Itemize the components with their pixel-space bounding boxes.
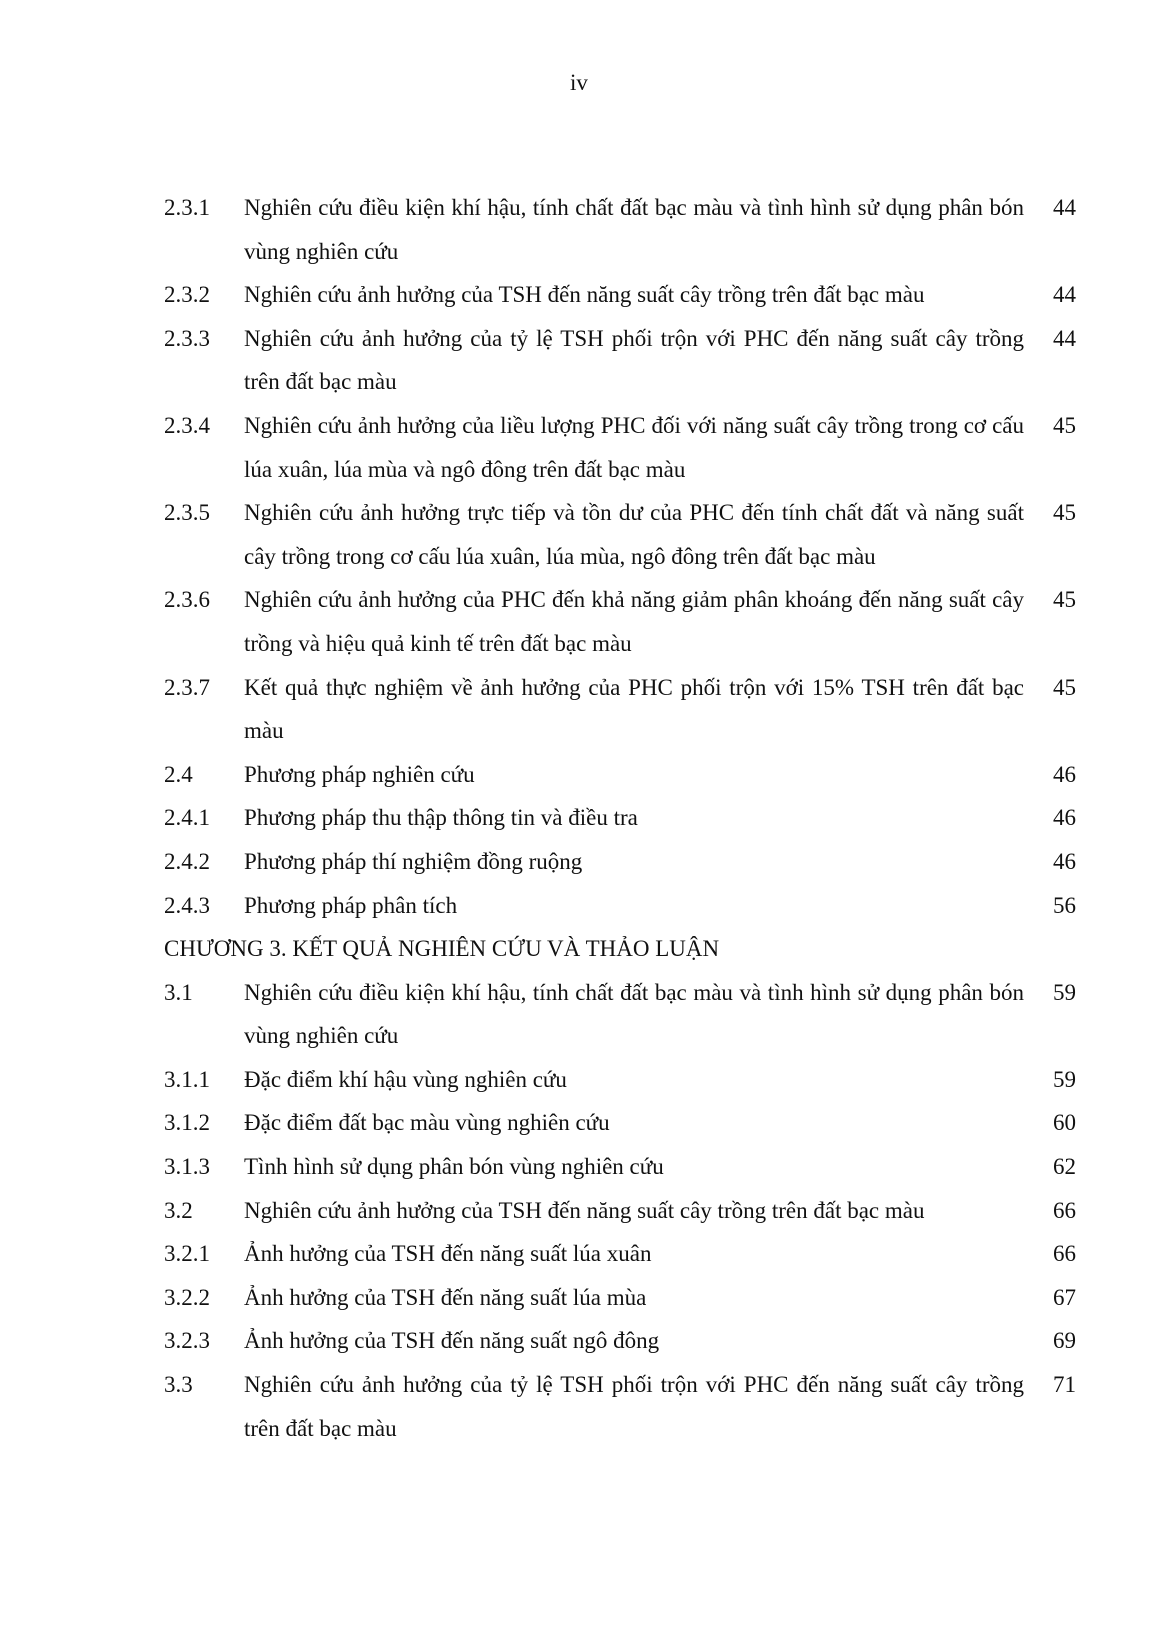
toc-entry-page: 59 (1053, 1066, 1076, 1092)
toc-entry-2-3-1[interactable] (164, 186, 1076, 273)
toc-entry-number: 3.2.3 (164, 1328, 210, 1354)
toc-chapter-heading[interactable]: CHƯƠNG 3. KẾT QUẢ NGHIÊN CỨU VÀ THẢO LUẬN (164, 936, 720, 962)
toc-entry-page: 45 (1053, 587, 1076, 613)
toc-entry-title: Tình hình sử dụng phân bón vùng nghiên cứu (244, 1154, 664, 1180)
toc-entry-number: 2.4.3 (164, 892, 210, 918)
toc-entry-3-1-1[interactable] (164, 1058, 1076, 1102)
toc-entry-number: 2.3.3 (164, 325, 210, 351)
toc-entry-3-2-1[interactable] (164, 1232, 1076, 1276)
toc-entry-page: 46 (1053, 848, 1076, 874)
toc-entry-page: 46 (1053, 805, 1076, 831)
toc-entry-page: 59 (1053, 979, 1076, 1005)
toc-entry-3-3[interactable] (164, 1363, 1076, 1450)
toc-entry-3-1[interactable] (164, 971, 1076, 1058)
toc-entry-title: Nghiên cứu ảnh hưởng của tỷ lệ TSH phối trộn với PHC đến năng suất cây trồng trên đất bạc màu (244, 325, 1024, 395)
toc-entry-number: 3.2 (164, 1197, 193, 1223)
toc-entry-page: 60 (1053, 1110, 1076, 1136)
toc-entry-3-2[interactable] (164, 1189, 1076, 1233)
toc-entry-page: 45 (1053, 412, 1076, 438)
toc-entry-title: Phương pháp thí nghiệm đồng ruộng (244, 848, 583, 874)
toc-entry-page: 56 (1053, 892, 1076, 918)
toc-entry-title: Nghiên cứu điều kiện khí hậu, tính chất đất bạc màu và tình hình sử dụng phân bón vùng nghiên cứu (244, 979, 1024, 1049)
toc-entry-3-2-2[interactable] (164, 1276, 1076, 1320)
toc-entry-3-1-3[interactable] (164, 1145, 1076, 1189)
toc-entry-title: Đặc điểm đất bạc màu vùng nghiên cứu (244, 1110, 610, 1136)
toc-entry-title: Nghiên cứu ảnh hưởng của TSH đến năng suất cây trồng trên đất bạc màu (244, 1197, 925, 1223)
toc-entry-page: 71 (1053, 1372, 1076, 1398)
toc-entry-number: 3.1 (164, 979, 193, 1005)
toc-entry-page: 66 (1053, 1197, 1076, 1223)
toc-entry-number: 2.3.4 (164, 412, 210, 438)
toc-entry-2-3-3[interactable] (164, 317, 1076, 404)
table-of-contents (164, 186, 1076, 1450)
toc-entry-number: 3.2.2 (164, 1284, 210, 1310)
toc-entry-title: Ảnh hưởng của TSH đến năng suất lúa mùa (244, 1284, 647, 1310)
toc-entry-page: 62 (1053, 1154, 1076, 1180)
toc-entry-title: Nghiên cứu điều kiện khí hậu, tính chất đất bạc màu và tình hình sử dụng phân bón vùng nghiên cứu (244, 195, 1024, 264)
toc-entry-2-4[interactable] (164, 753, 1076, 797)
toc-entry-2-3-7[interactable] (164, 666, 1076, 753)
toc-entry-number: 3.3 (164, 1372, 193, 1398)
toc-entry-number: 3.2.1 (164, 1241, 210, 1267)
toc-entry-number: 2.3.5 (164, 500, 210, 526)
toc-entry-title: Ảnh hưởng của TSH đến năng suất lúa xuân (244, 1241, 652, 1267)
toc-entry-title: Nghiên cứu ảnh hưởng của liều lượng PHC đối với năng suất cây trồng trong cơ cấu lúa xuân, lúa mùa và ngô đông trên đất bạc màu (244, 412, 1024, 482)
toc-entry-page: 44 (1053, 282, 1076, 308)
toc-entry-title: Phương pháp phân tích (244, 892, 458, 918)
toc-entry-3-2-3[interactable] (164, 1319, 1076, 1363)
toc-entry-2-3-5[interactable] (164, 491, 1076, 578)
toc-entry-number: 3.1.2 (164, 1110, 210, 1136)
toc-entry-number: 3.1.3 (164, 1154, 210, 1180)
toc-entry-title: Đặc điểm khí hậu vùng nghiên cứu (244, 1066, 567, 1092)
toc-entry-title: Phương pháp thu thập thông tin và điều tra (244, 805, 638, 831)
toc-entry-page: 66 (1053, 1241, 1076, 1267)
toc-entry-2-4-2[interactable] (164, 840, 1076, 884)
toc-entry-title: Nghiên cứu ảnh hưởng của TSH đến năng suất cây trồng trên đất bạc màu (244, 282, 925, 308)
toc-entry-page: 44 (1053, 325, 1076, 351)
toc-entry-title: Kết quả thực nghiệm về ảnh hưởng của PHC phối trộn với 15% TSH trên đất bạc màu (244, 674, 1024, 744)
toc-entry-title: Nghiên cứu ảnh hưởng của tỷ lệ TSH phối trộn với PHC đến năng suất cây trồng trên đất bạc màu (244, 1372, 1024, 1441)
toc-entry-2-3-4[interactable] (164, 404, 1076, 491)
toc-entry-number: 2.3.6 (164, 587, 210, 613)
page-number: iv (570, 70, 588, 95)
toc-entry-title: Ảnh hưởng của TSH đến năng suất ngô đông (244, 1328, 660, 1354)
toc-entry-number: 2.3.7 (164, 674, 210, 700)
toc-entry-title: Nghiên cứu ảnh hưởng của PHC đến khả năng giảm phân khoáng đến năng suất cây trồng và hiệu quả kinh tế trên đất bạc màu (244, 587, 1024, 656)
toc-entry-number: 2.4.2 (164, 848, 210, 874)
toc-entry-number: 2.3.2 (164, 282, 210, 308)
toc-entry-page: 46 (1053, 761, 1076, 787)
toc-entry-number: 3.1.1 (164, 1066, 210, 1092)
toc-entry-3-1-2[interactable] (164, 1101, 1076, 1145)
toc-entry-2-3-2[interactable] (164, 273, 1076, 317)
toc-entry-page: 45 (1053, 674, 1076, 700)
toc-entry-title: Phương pháp nghiên cứu (244, 761, 475, 787)
toc-entry-title: Nghiên cứu ảnh hưởng trực tiếp và tồn dư của PHC đến tính chất đất và năng suất cây trồng trong cơ cấu lúa xuân, lúa mùa, ngô đông trên đất bạc màu (244, 500, 1024, 569)
toc-entry-page: 67 (1053, 1284, 1076, 1310)
toc-entry-2-4-1[interactable] (164, 796, 1076, 840)
toc-entry-number: 2.4 (164, 761, 193, 787)
toc-entry-page: 69 (1053, 1328, 1076, 1354)
toc-entry-number: 2.3.1 (164, 195, 210, 220)
toc-entry-page: 45 (1053, 500, 1076, 526)
toc-entry-number: 2.4.1 (164, 805, 210, 831)
toc-entry-page: 44 (1053, 195, 1076, 220)
toc-entry-2-4-3[interactable] (164, 884, 1076, 928)
toc-entry-2-3-6[interactable] (164, 578, 1076, 665)
